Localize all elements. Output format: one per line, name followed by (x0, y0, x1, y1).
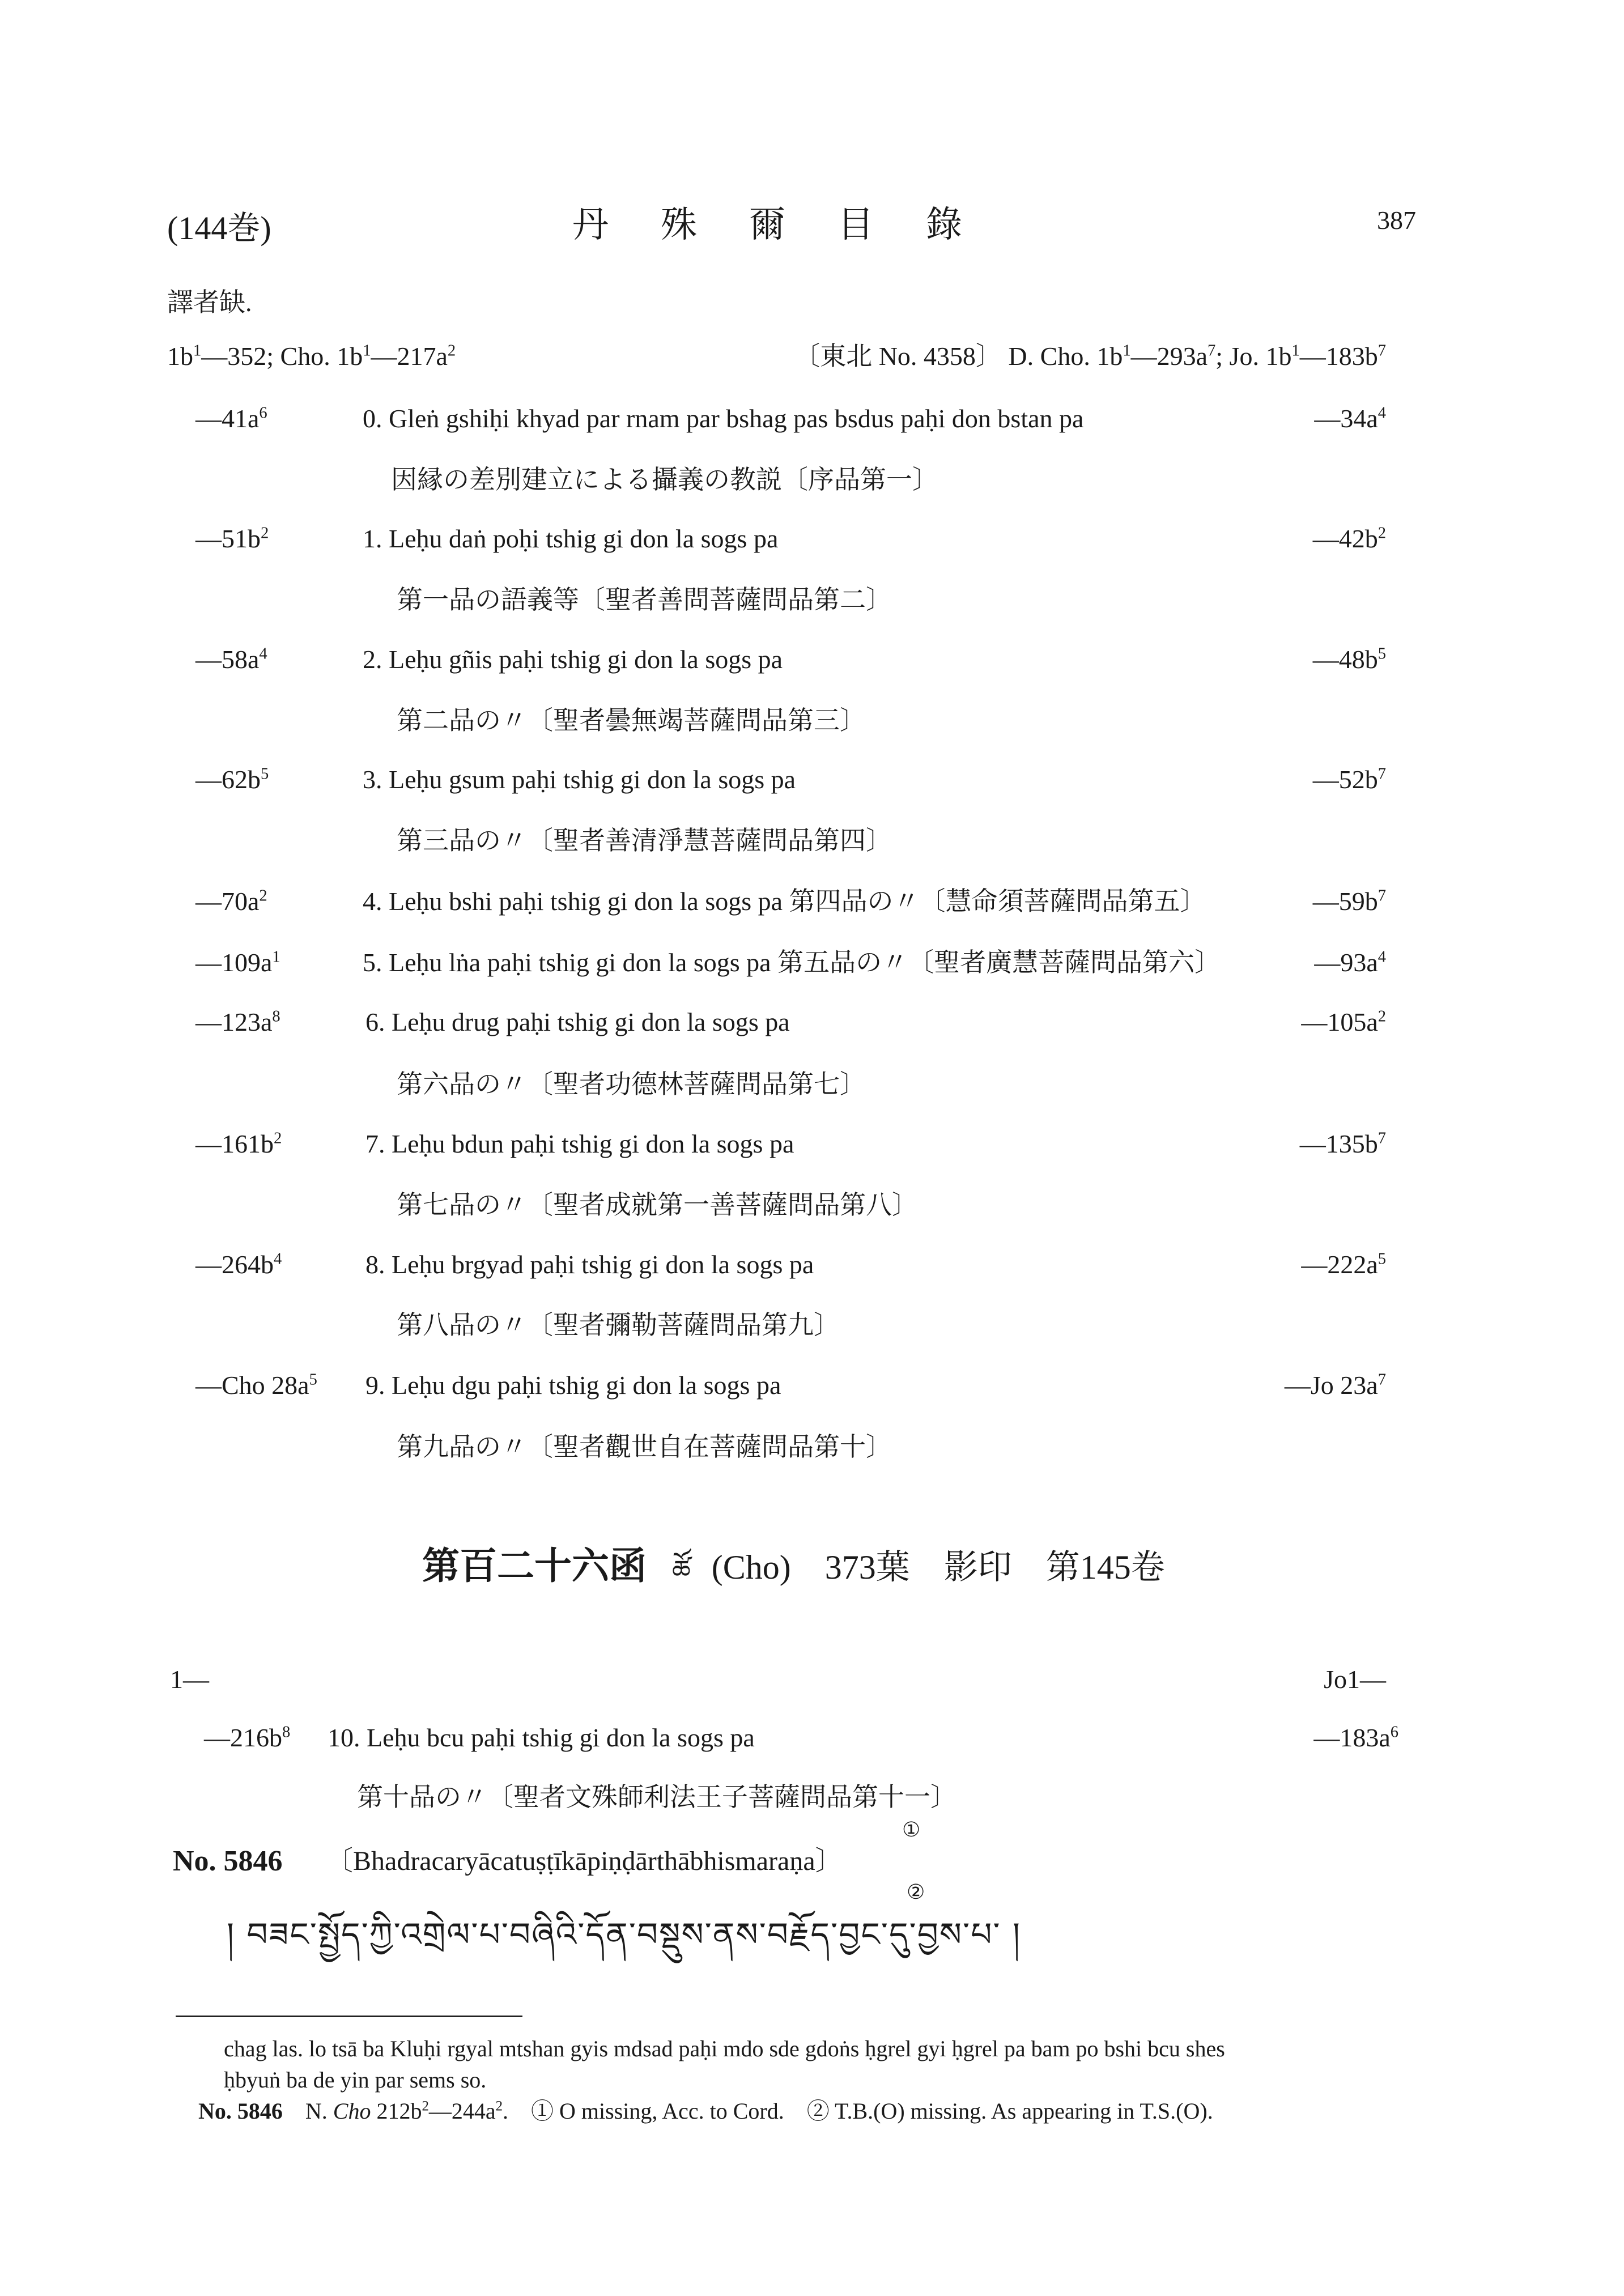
source-line-right: 〔東北 No. 4358〕 D. Cho. $1b^1—293a^7$; Jo. $1b^1—183b^7$ (794, 342, 1386, 371)
entry-10-japanese: 第十品の〃〔聖者文殊師利法王子菩薩問品第十一〕 (357, 1783, 956, 1812)
source-line-left: $1b^1—352$; Cho. $1b^1—217a^2$ (167, 342, 456, 371)
entry-8-left: $—264b^4$ (195, 1250, 282, 1279)
entry-7-tibetan: 7. Leḥu bdun paḥi tshig gi don la sogs pa (365, 1129, 794, 1158)
entry-6-japanese: 第六品の〃〔聖者功德林菩薩問品第七〕 (397, 1070, 866, 1099)
volume-label: (144巻) (167, 210, 271, 246)
entry-4-left: $—70a^2$ (195, 887, 267, 916)
entry-8-japanese: 第八品の〃〔聖者彌勒菩薩問品第九〕 (397, 1311, 840, 1340)
footnote-line-2: ḥbyuṅ ba de yin par sems so. (224, 2067, 487, 2093)
entry-9-left: —Cho $28a^5$ (195, 1371, 317, 1400)
entry-1-japanese: 第一品の語義等〔聖者善問菩薩問品第二〕 (397, 585, 892, 614)
footnote-line-1: chag las. lo tsā ba Kluḥi rgyal mtshan gyis mdsad paḥi mdo sde gdoṅs ḥgrel gyi ḥgrel pa bam po bshi bcu shes (224, 2036, 1225, 2061)
section-heading (422, 1536, 1165, 1614)
footnote-rule (176, 2016, 522, 2017)
footnote-line-3: No. 5846 N. Cho $212b^2—244a^2$. ① O missing, Acc. to Cord. ② T.B.(O) missing. As appearing in T.S.(O). (198, 2098, 1213, 2124)
entry-7-left: $—161b^2$ (195, 1129, 282, 1158)
page-title: 丹殊爾目錄 (572, 205, 1014, 245)
entry-3-japanese: 第三品の〃〔聖者善清淨慧菩薩問品第四〕 (397, 826, 892, 855)
entry-2-left: $—58a^4$ (195, 645, 267, 674)
entry-10-tibetan: 10. Leḥu bcu paḥi tshig gi don la sogs pa (328, 1723, 755, 1752)
entry-8-right: $—222a^5$ (1301, 1250, 1386, 1279)
entry-4-right: $—59b^7$ (1312, 887, 1386, 916)
entry-6-right: $—105a^2$ (1301, 1007, 1386, 1036)
entry-3-right: $—52b^7$ (1312, 765, 1386, 794)
entry-10-left: $—216b^8$ (204, 1723, 291, 1752)
range-right: Jo1— (1324, 1665, 1386, 1694)
entry-7-japanese: 第七品の〃〔聖者成就第一善菩薩問品第八〕 (397, 1190, 918, 1219)
entry-6-tibetan: 6. Leḥu drug paḥi tshig gi don la sogs pa (365, 1007, 790, 1036)
entry-5-tibetan: 5. Leḥu lṅa paḥi tshig gi don la sogs pa 第五品の〃〔聖者廣慧菩薩問品第六〕 (363, 948, 1221, 977)
entry-1-right: $—42b^2$ (1312, 524, 1386, 553)
entry-9-japanese: 第九品の〃〔聖者觀世自在菩薩問品第十〕 (397, 1432, 892, 1461)
entry-2-right: $—48b^5$ (1312, 645, 1386, 674)
entry-0-left: $—41a^6$ (195, 404, 267, 433)
entry-3-tibetan: 3. Leḥu gsum paḥi tshig gi don la sogs pa (363, 765, 796, 794)
entry-6-left: $—123a^8$ (195, 1007, 280, 1036)
section-rest: (Cho) 373葉 影印 第145卷 (711, 1549, 1165, 1586)
entry-1-tibetan: 1. Leḥu daṅ poḥi tshig gi don la sogs pa (363, 524, 779, 553)
entry-0-tibetan: 0. Gleṅ gshiḥi khyad par rnam par bshag pas bsdus paḥi don bstan pa (363, 404, 1084, 433)
page-number: 387 (1377, 206, 1416, 235)
sanskrit-title: 〔Bhadracaryācatuṣṭīkāpiṇḍārthābhismaraṇa〕 (326, 1846, 843, 1876)
entry-2-tibetan: 2. Leḥu gñis paḥi tshig gi don la sogs pa (363, 645, 783, 674)
entry-5-right: $—93a^4$ (1314, 948, 1386, 977)
entry-1-left: $—51b^2$ (195, 524, 269, 553)
entry-7-right: $—135b^7$ (1299, 1129, 1386, 1158)
entry-10-right: $—183a^6$ (1313, 1723, 1398, 1752)
entry-9-tibetan: 9. Leḥu dgu paḥi tshig gi don la sogs pa (365, 1371, 781, 1400)
entry-2-japanese: 第二品の〃〔聖者曇無竭菩薩問品第三〕 (397, 706, 866, 735)
entry-4-tibetan: 4. Leḥu bshi paḥi tshig gi don la sogs pa 第四品の〃〔慧命須菩薩問品第五〕 (363, 887, 1206, 916)
entry-5-left: $—109a^1$ (195, 948, 280, 977)
entry-9-right: —Jo $23a^7$ (1284, 1371, 1386, 1400)
footnote-marker-1: ① (902, 1818, 921, 1841)
range-left: 1— (170, 1665, 209, 1694)
section-glyph: ཚོ (672, 1554, 691, 1585)
footnote-marker-2: ② (907, 1881, 925, 1903)
entry-3-left: $—62b^5$ (195, 765, 269, 794)
section-title: 第百二十六函 (422, 1546, 647, 1587)
translator-note: 譯者缺. (167, 288, 252, 317)
entry-0-japanese: 因縁の差別建立による攝義の教説〔序品第一〕 (391, 465, 938, 494)
tibetan-script-title: ། བཟང་སྤྱོད་ཀྱི་འགྲེལ་པ་བཞིའི་དོན་བསྡུས་ནས་བརྗོད་བྱང་དུ་བྱས་པ་ ། (227, 1915, 1021, 1954)
entry-0-right: $—34a^4$ (1314, 404, 1386, 433)
catalog-number: No. 5846 (173, 1845, 283, 1877)
entry-8-tibetan: 8. Leḥu brgyad paḥi tshig gi don la sogs pa (365, 1250, 814, 1279)
